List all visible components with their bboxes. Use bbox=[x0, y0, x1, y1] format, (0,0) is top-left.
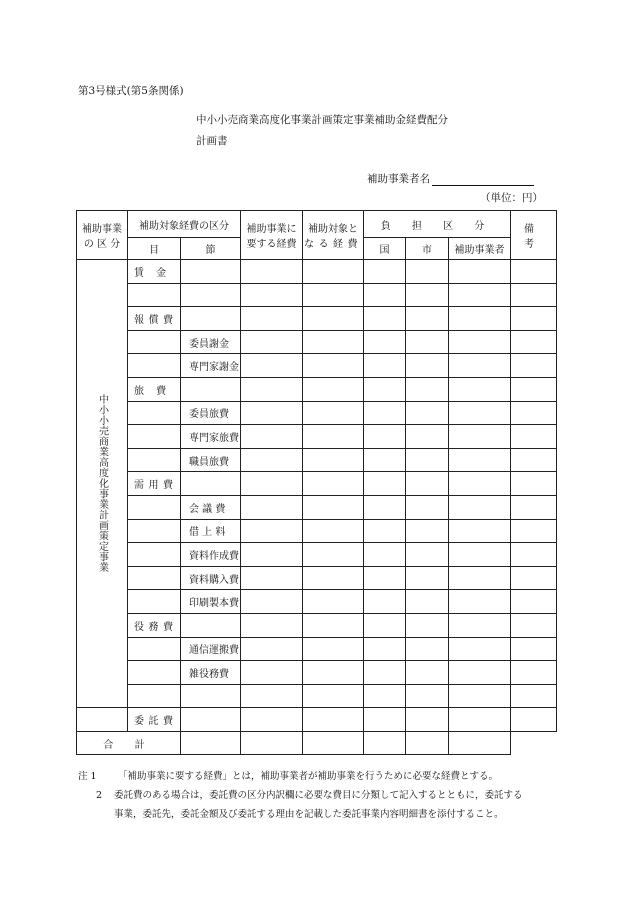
amount-cell[interactable] bbox=[241, 307, 303, 331]
section-cell bbox=[181, 307, 241, 331]
amount-cell[interactable] bbox=[364, 472, 406, 496]
amount-cell[interactable] bbox=[449, 260, 511, 284]
total-cell[interactable] bbox=[406, 731, 449, 755]
amount-cell[interactable] bbox=[449, 495, 511, 519]
note-line bbox=[78, 767, 523, 786]
item-cell bbox=[128, 519, 181, 543]
amount-cell[interactable] bbox=[511, 590, 557, 614]
amount-cell[interactable] bbox=[241, 613, 303, 637]
amount-cell[interactable] bbox=[511, 613, 557, 637]
unit-label: （単位：円） bbox=[480, 192, 543, 204]
amount-cell[interactable] bbox=[364, 590, 406, 614]
amount-cell[interactable] bbox=[406, 330, 449, 354]
item-cell: 委託費 bbox=[128, 708, 181, 732]
category-value: 中小小売商業高度化事業計画策定事業 bbox=[96, 394, 108, 573]
header-operator: 補助事業者 bbox=[449, 238, 511, 260]
amount-cell[interactable] bbox=[364, 354, 406, 378]
table-row bbox=[77, 260, 557, 284]
amount-cell[interactable] bbox=[406, 260, 449, 284]
amount-cell[interactable] bbox=[364, 283, 406, 307]
table-row bbox=[77, 401, 557, 425]
amount-cell[interactable] bbox=[241, 708, 303, 732]
table-row bbox=[77, 661, 557, 685]
applicant-name-field[interactable] bbox=[367, 171, 534, 186]
amount-cell[interactable] bbox=[406, 472, 449, 496]
budget-table bbox=[76, 210, 557, 755]
amount-cell[interactable] bbox=[511, 684, 557, 708]
table-row bbox=[77, 543, 557, 567]
item-cell: 旅 費 bbox=[128, 377, 181, 401]
amount-cell[interactable] bbox=[449, 684, 511, 708]
item-cell bbox=[128, 590, 181, 614]
amount-cell[interactable] bbox=[303, 613, 364, 637]
amount-cell[interactable] bbox=[303, 543, 364, 567]
amount-cell[interactable] bbox=[449, 613, 511, 637]
amount-cell[interactable] bbox=[303, 661, 364, 685]
amount-cell[interactable] bbox=[449, 377, 511, 401]
amount-cell[interactable] bbox=[364, 684, 406, 708]
total-cell[interactable] bbox=[241, 731, 303, 755]
amount-cell[interactable] bbox=[511, 330, 557, 354]
table-row bbox=[77, 708, 557, 732]
amount-cell[interactable] bbox=[241, 377, 303, 401]
amount-cell[interactable] bbox=[406, 543, 449, 567]
amount-cell[interactable] bbox=[449, 637, 511, 661]
amount-cell[interactable] bbox=[406, 354, 449, 378]
note-text: 「補助事業に要する経費」とは，補助事業者が補助事業を行うために必要な経費とする。 bbox=[118, 771, 499, 782]
note-line bbox=[78, 805, 523, 824]
amount-cell[interactable] bbox=[511, 307, 557, 331]
amount-cell[interactable] bbox=[449, 543, 511, 567]
section-cell: 雑役務費 bbox=[181, 661, 241, 685]
amount-cell[interactable] bbox=[241, 401, 303, 425]
amount-cell[interactable] bbox=[449, 425, 511, 449]
amount-cell[interactable] bbox=[511, 708, 557, 732]
amount-cell[interactable] bbox=[241, 590, 303, 614]
amount-cell[interactable] bbox=[511, 543, 557, 567]
amount-cell[interactable] bbox=[241, 448, 303, 472]
amount-cell[interactable] bbox=[406, 637, 449, 661]
applicant-label: 補助事業者名 bbox=[367, 173, 430, 185]
total-cell[interactable] bbox=[364, 731, 406, 755]
note-number: 注 1 bbox=[78, 771, 97, 782]
table-row bbox=[77, 354, 557, 378]
section-cell bbox=[181, 377, 241, 401]
table-row bbox=[77, 307, 557, 331]
header-required-line2: 要する経費 bbox=[246, 239, 297, 250]
amount-cell[interactable] bbox=[241, 566, 303, 590]
table-row bbox=[77, 637, 557, 661]
amount-cell[interactable] bbox=[511, 354, 557, 378]
amount-cell[interactable] bbox=[511, 260, 557, 284]
amount-cell[interactable] bbox=[303, 566, 364, 590]
notes bbox=[78, 767, 523, 824]
amount-cell[interactable] bbox=[511, 661, 557, 685]
category-cell bbox=[77, 260, 128, 708]
amount-cell[interactable] bbox=[406, 401, 449, 425]
header-eligible-group: 補助対象経費の区分 bbox=[128, 211, 241, 238]
header-section: 節 bbox=[181, 238, 241, 260]
section-cell: 委員旅費 bbox=[181, 401, 241, 425]
item-cell bbox=[128, 354, 181, 378]
section-cell: 会 議 費 bbox=[181, 495, 241, 519]
section-cell: 資料購入費 bbox=[181, 566, 241, 590]
amount-cell[interactable] bbox=[364, 330, 406, 354]
table-row bbox=[77, 566, 557, 590]
amount-cell[interactable] bbox=[449, 472, 511, 496]
amount-cell[interactable] bbox=[303, 377, 364, 401]
table-row bbox=[77, 472, 557, 496]
amount-cell[interactable] bbox=[364, 708, 406, 732]
document-title: 中小小売商業高度化事業計画策定事業補助金経費配分 bbox=[196, 114, 448, 126]
amount-cell[interactable] bbox=[406, 590, 449, 614]
amount-cell[interactable] bbox=[303, 425, 364, 449]
table-row bbox=[77, 377, 557, 401]
section-cell bbox=[181, 472, 241, 496]
amount-cell[interactable] bbox=[364, 543, 406, 567]
amount-cell[interactable] bbox=[364, 519, 406, 543]
item-cell: 報償費 bbox=[128, 307, 181, 331]
header-remarks: 備 考 bbox=[511, 211, 557, 260]
table-row bbox=[77, 330, 557, 354]
amount-cell[interactable] bbox=[511, 472, 557, 496]
amount-cell[interactable] bbox=[241, 495, 303, 519]
section-cell: 委員謝金 bbox=[181, 330, 241, 354]
amount-cell[interactable] bbox=[303, 283, 364, 307]
amount-cell[interactable] bbox=[364, 495, 406, 519]
section-cell bbox=[181, 684, 241, 708]
amount-cell[interactable] bbox=[511, 495, 557, 519]
amount-cell[interactable] bbox=[511, 566, 557, 590]
document-title-line2: 計画書 bbox=[196, 135, 228, 147]
amount-cell[interactable] bbox=[511, 425, 557, 449]
section-cell: 専門家旅費 bbox=[181, 425, 241, 449]
amount-cell[interactable] bbox=[303, 684, 364, 708]
amount-cell[interactable] bbox=[406, 684, 449, 708]
header-subject-line2: なる経費 bbox=[304, 239, 362, 250]
amount-cell[interactable] bbox=[449, 330, 511, 354]
note-text: 委託費のある場合は，委託費の区分内訳欄に必要な費目に分類して記入するとともに，委託する bbox=[114, 790, 523, 801]
section-cell: 専門家謝金 bbox=[181, 354, 241, 378]
budget-rows bbox=[77, 260, 557, 732]
amount-cell[interactable] bbox=[511, 401, 557, 425]
amount-cell[interactable] bbox=[406, 425, 449, 449]
header-category-line1: 補助事業 bbox=[82, 224, 122, 235]
amount-cell[interactable] bbox=[364, 260, 406, 284]
header-category bbox=[77, 211, 128, 260]
total-label: 合 計 bbox=[77, 731, 181, 755]
amount-cell[interactable] bbox=[511, 448, 557, 472]
amount-cell[interactable] bbox=[303, 637, 364, 661]
note-number: 2 bbox=[96, 790, 103, 801]
header-required-line1: 補助事業に bbox=[246, 224, 297, 235]
amount-cell[interactable] bbox=[241, 543, 303, 567]
amount-cell[interactable] bbox=[303, 708, 364, 732]
section-cell bbox=[181, 283, 241, 307]
amount-cell[interactable] bbox=[406, 495, 449, 519]
amount-cell[interactable] bbox=[449, 661, 511, 685]
amount-cell[interactable] bbox=[303, 354, 364, 378]
total-cell[interactable] bbox=[303, 731, 364, 755]
amount-cell[interactable] bbox=[449, 448, 511, 472]
amount-cell[interactable] bbox=[303, 590, 364, 614]
note-text: 事業，委託先，委託金額及び委託する理由を記載した委託事業内容明細書を添付すること。 bbox=[114, 809, 504, 820]
amount-cell[interactable] bbox=[364, 637, 406, 661]
header-item: 目 bbox=[128, 238, 181, 260]
amount-cell[interactable] bbox=[511, 377, 557, 401]
amount-cell[interactable] bbox=[241, 637, 303, 661]
amount-cell[interactable] bbox=[303, 519, 364, 543]
item-cell bbox=[128, 543, 181, 567]
amount-cell[interactable] bbox=[303, 307, 364, 331]
total-cell[interactable] bbox=[449, 731, 511, 755]
item-cell: 役務費 bbox=[128, 613, 181, 637]
section-cell bbox=[181, 708, 241, 732]
header-national: 国 bbox=[364, 238, 406, 260]
header-subject-cost bbox=[303, 211, 364, 260]
amount-cell[interactable] bbox=[303, 472, 364, 496]
amount-cell[interactable] bbox=[241, 519, 303, 543]
amount-cell[interactable] bbox=[241, 472, 303, 496]
amount-cell[interactable] bbox=[406, 448, 449, 472]
amount-cell[interactable] bbox=[241, 354, 303, 378]
amount-cell[interactable] bbox=[241, 425, 303, 449]
item-cell: 需用費 bbox=[128, 472, 181, 496]
amount-cell[interactable] bbox=[511, 519, 557, 543]
header-burden-group: 負 担 区 分 bbox=[364, 211, 511, 238]
item-cell bbox=[128, 637, 181, 661]
item-cell bbox=[128, 448, 181, 472]
section-cell: 職員旅費 bbox=[181, 448, 241, 472]
amount-cell[interactable] bbox=[406, 377, 449, 401]
total-cell[interactable] bbox=[181, 731, 241, 755]
applicant-name-blank[interactable] bbox=[432, 174, 534, 186]
table-row bbox=[77, 495, 557, 519]
amount-cell[interactable] bbox=[449, 566, 511, 590]
amount-cell[interactable] bbox=[406, 519, 449, 543]
amount-cell[interactable] bbox=[364, 377, 406, 401]
amount-cell[interactable] bbox=[303, 448, 364, 472]
amount-cell[interactable] bbox=[449, 708, 511, 732]
table-row bbox=[77, 590, 557, 614]
total-row bbox=[77, 731, 557, 755]
note-line bbox=[78, 786, 523, 805]
item-cell bbox=[128, 566, 181, 590]
section-cell: 通信運搬費 bbox=[181, 637, 241, 661]
amount-cell[interactable] bbox=[303, 495, 364, 519]
amount-cell[interactable] bbox=[364, 566, 406, 590]
amount-cell[interactable] bbox=[449, 590, 511, 614]
amount-cell[interactable] bbox=[364, 613, 406, 637]
amount-cell[interactable] bbox=[364, 401, 406, 425]
section-cell: 資料作成費 bbox=[181, 543, 241, 567]
item-cell: 賃 金 bbox=[128, 260, 181, 284]
item-cell bbox=[128, 661, 181, 685]
form-label: 第3号様式(第5条関係) bbox=[78, 85, 184, 97]
amount-cell[interactable] bbox=[406, 661, 449, 685]
amount-cell[interactable] bbox=[241, 260, 303, 284]
item-cell bbox=[128, 401, 181, 425]
header-category-line2: の 区 分 bbox=[83, 239, 121, 250]
amount-cell[interactable] bbox=[511, 637, 557, 661]
amount-cell[interactable] bbox=[406, 307, 449, 331]
category-cell-empty bbox=[77, 708, 128, 732]
item-cell bbox=[128, 330, 181, 354]
amount-cell[interactable] bbox=[406, 283, 449, 307]
item-cell bbox=[128, 283, 181, 307]
amount-cell[interactable] bbox=[406, 566, 449, 590]
header-required-cost bbox=[241, 211, 303, 260]
amount-cell[interactable] bbox=[449, 283, 511, 307]
amount-cell[interactable] bbox=[241, 684, 303, 708]
amount-cell[interactable] bbox=[364, 307, 406, 331]
section-cell bbox=[181, 260, 241, 284]
section-cell: 借 上 料 bbox=[181, 519, 241, 543]
amount-cell[interactable] bbox=[364, 425, 406, 449]
amount-cell[interactable] bbox=[449, 401, 511, 425]
header-city: 市 bbox=[406, 238, 449, 260]
section-cell bbox=[181, 613, 241, 637]
table-row bbox=[77, 448, 557, 472]
amount-cell[interactable] bbox=[364, 448, 406, 472]
amount-cell[interactable] bbox=[406, 613, 449, 637]
amount-cell[interactable] bbox=[406, 708, 449, 732]
section-cell: 印刷製本費 bbox=[181, 590, 241, 614]
amount-cell[interactable] bbox=[449, 307, 511, 331]
item-cell bbox=[128, 684, 181, 708]
item-cell bbox=[128, 425, 181, 449]
amount-cell[interactable] bbox=[303, 330, 364, 354]
amount-cell[interactable] bbox=[449, 519, 511, 543]
table-row bbox=[77, 684, 557, 708]
amount-cell[interactable] bbox=[241, 661, 303, 685]
amount-cell[interactable] bbox=[241, 330, 303, 354]
amount-cell[interactable] bbox=[241, 283, 303, 307]
table-row bbox=[77, 519, 557, 543]
amount-cell[interactable] bbox=[303, 401, 364, 425]
amount-cell[interactable] bbox=[511, 283, 557, 307]
amount-cell[interactable] bbox=[364, 661, 406, 685]
amount-cell[interactable] bbox=[449, 354, 511, 378]
table-row bbox=[77, 613, 557, 637]
item-cell bbox=[128, 495, 181, 519]
table-row bbox=[77, 283, 557, 307]
header-subject-line1: 補助対象と bbox=[308, 224, 358, 235]
amount-cell[interactable] bbox=[303, 260, 364, 284]
table-row bbox=[77, 425, 557, 449]
